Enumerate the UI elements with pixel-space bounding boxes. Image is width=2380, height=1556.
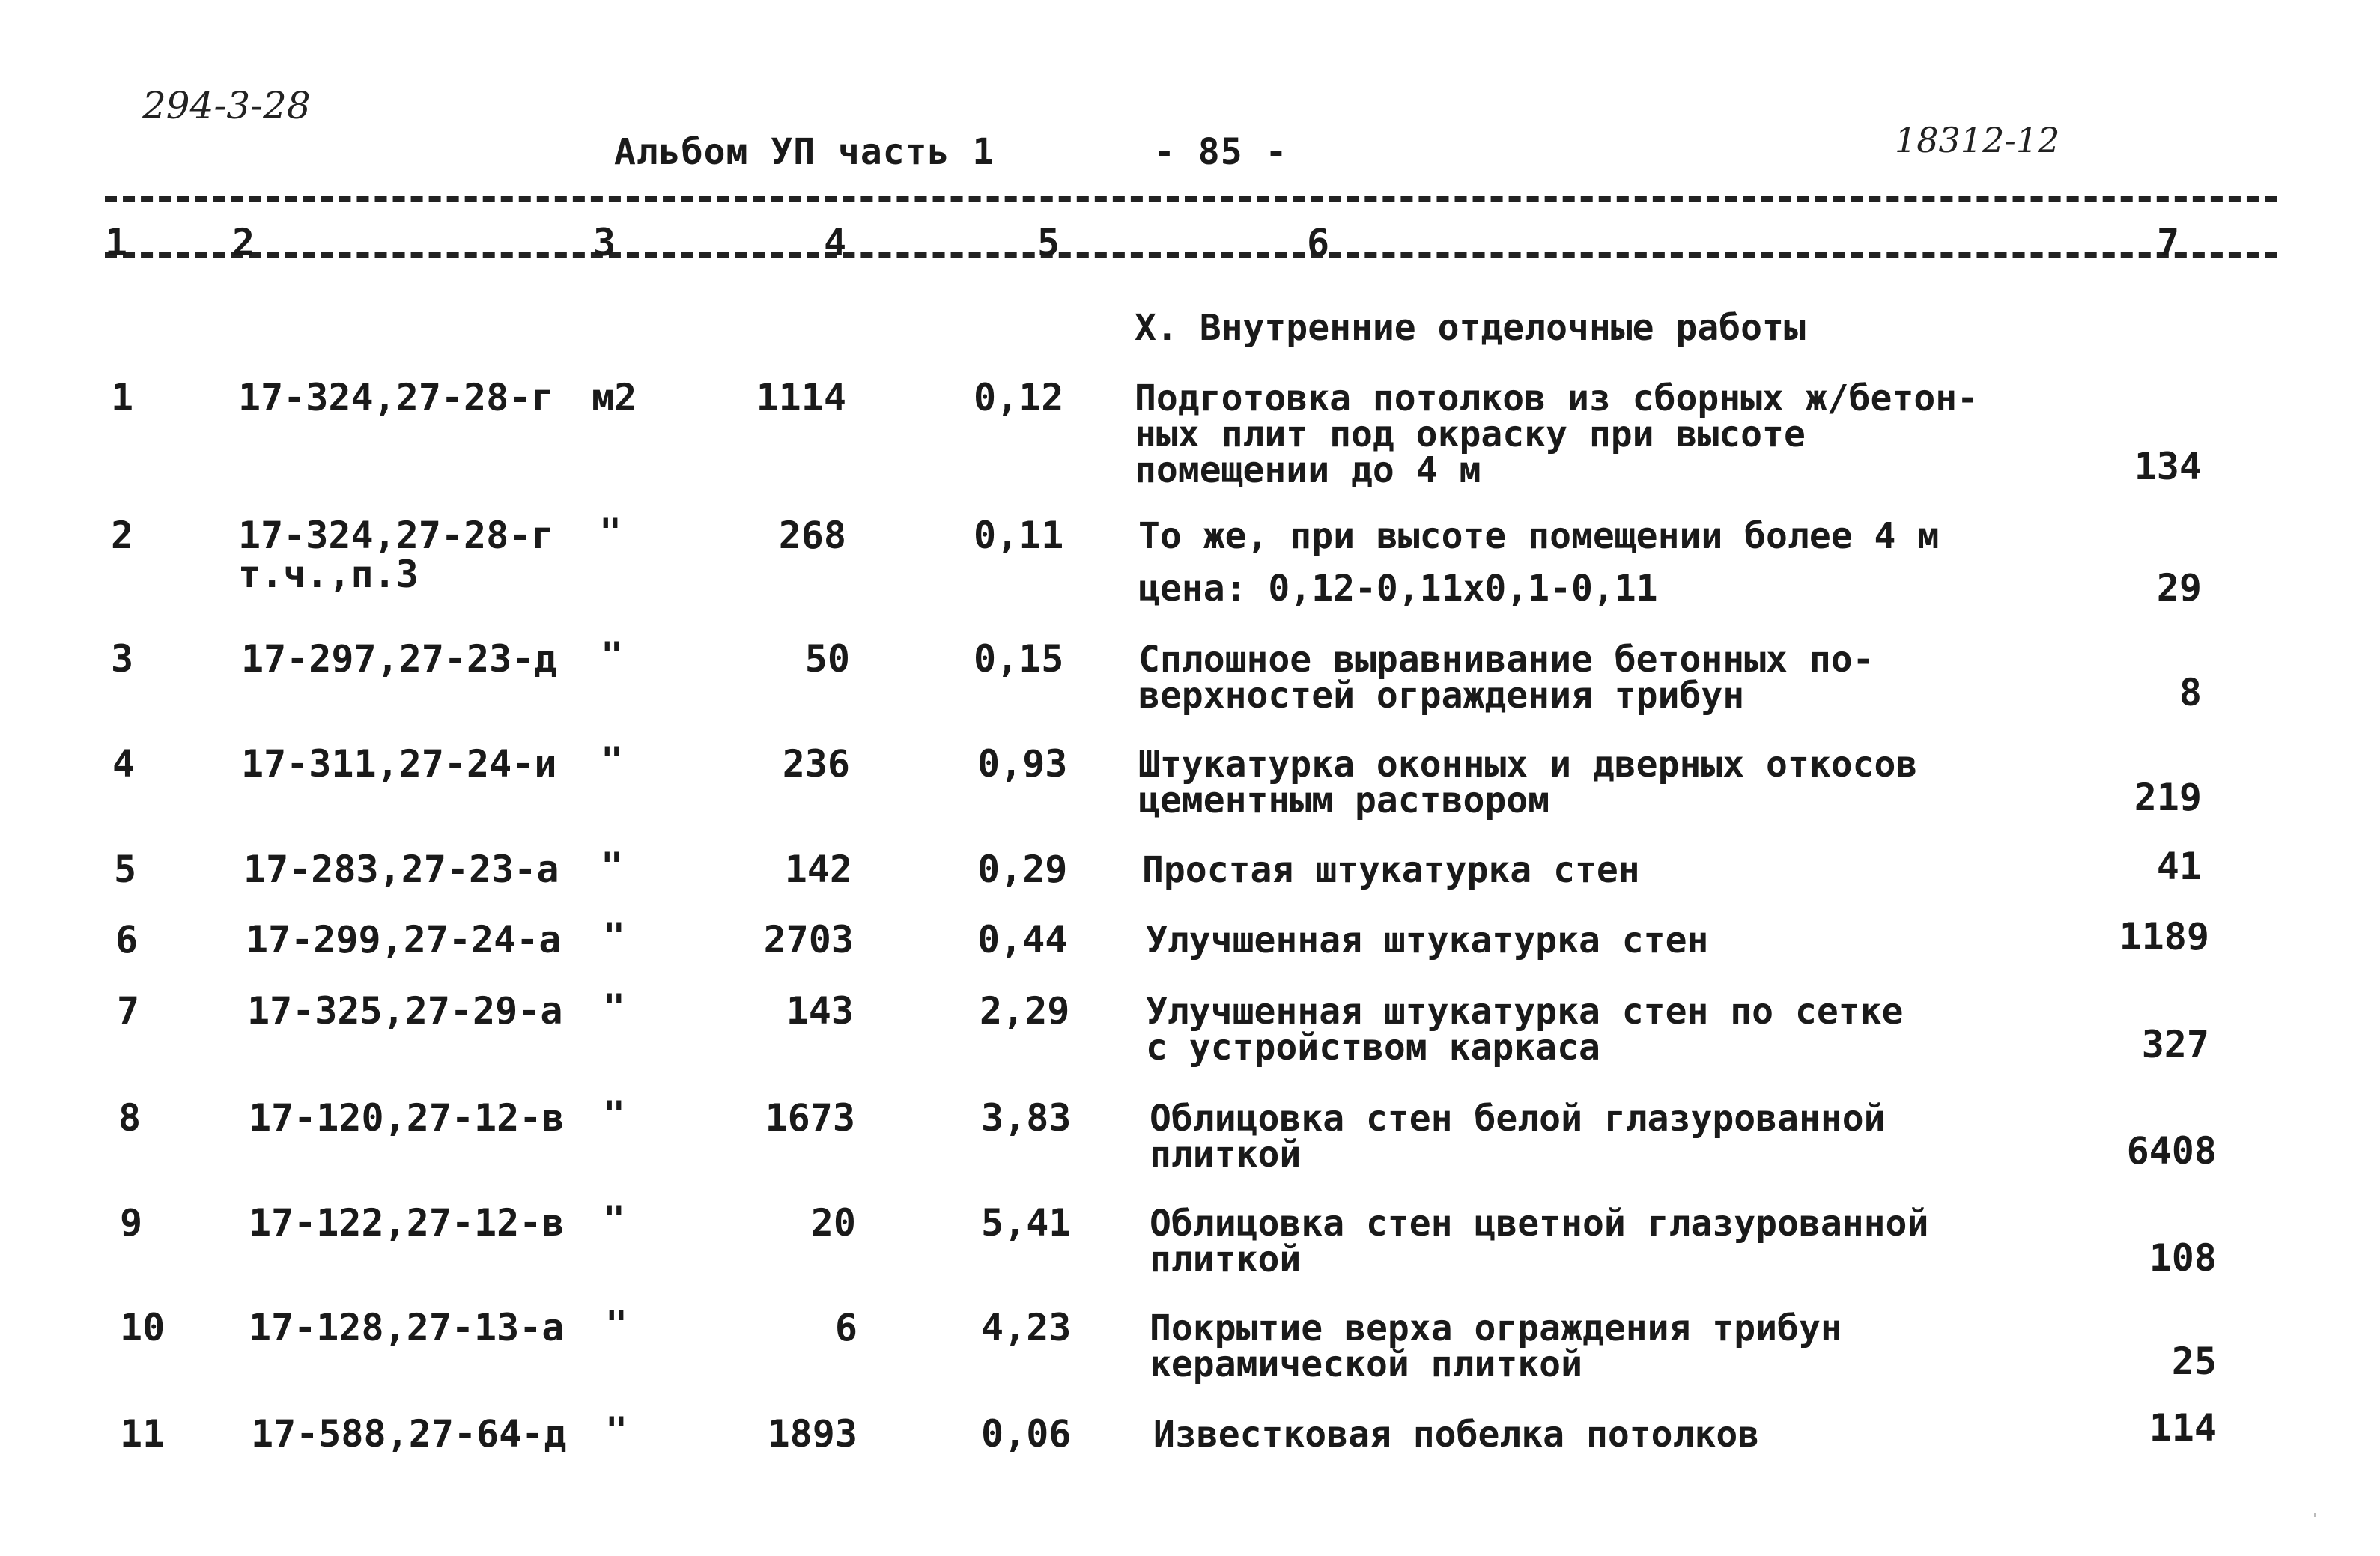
header-dashed-rule-bottom (105, 252, 2277, 258)
row-1-quantity: 1114 (756, 376, 846, 419)
row-8-total: 6408 (2126, 1129, 2217, 1173)
row-2-code: 17-324,27-28-г (238, 514, 554, 557)
row-1-description-line-2: ных плит под окраску при высоте (1135, 413, 1806, 455)
row-6-price: 0,44 (977, 918, 1068, 961)
row-4-description-line-2: цементным раствором (1138, 779, 1550, 821)
header-dashed-rule-top (105, 196, 2277, 202)
row-1-code: 17-324,27-28-г (238, 376, 554, 419)
row-1-unit: м2 (592, 376, 637, 419)
column-number-7: 7 (2157, 221, 2180, 264)
row-5-number: 5 (114, 848, 137, 891)
row-11-unit: " (605, 1409, 628, 1453)
row-5-description-line-1: Простая штукатурка стен (1142, 849, 1640, 891)
row-4-price: 0,93 (977, 742, 1068, 785)
row-9-price: 5,41 (981, 1201, 1072, 1245)
row-2-description-line-1: То же, при высоте помещении более 4 м (1138, 515, 1940, 557)
row-7-description-line-1: Улучшенная штукатурка стен по сетке (1146, 991, 1904, 1033)
row-9-quantity: 20 (810, 1201, 856, 1245)
row-9-description-line-2: плиткой (1150, 1239, 1302, 1280)
row-4-description-line-1: Штукатурка оконных и дверных откосов (1138, 744, 1918, 785)
row-8-unit: " (603, 1093, 626, 1137)
row-1-price: 0,12 (974, 376, 1064, 419)
row-8-code: 17-120,27-12-в (249, 1096, 565, 1140)
row-11-description-line-1: Известковая побелка потолков (1153, 1414, 1760, 1456)
row-10-quantity: 6 (834, 1306, 857, 1349)
row-10-code: 17-128,27-13-а (249, 1306, 565, 1349)
row-11-total: 114 (2149, 1406, 2217, 1450)
column-number-2: 2 (232, 221, 255, 264)
row-3-description-line-2: верхностей ограждения трибун (1138, 675, 1745, 717)
row-10-unit: " (605, 1303, 628, 1346)
row-3-description-line-1: Сплошное выравнивание бетонных по- (1138, 639, 1874, 681)
inventory-number-handwritten: 18312-12 (1895, 120, 2060, 160)
row-11-code: 17-588,27-64-д (251, 1412, 567, 1456)
row-3-number: 3 (111, 637, 134, 681)
row-2-total: 29 (2156, 566, 2202, 610)
row-8-number: 8 (118, 1096, 142, 1140)
column-number-5: 5 (1037, 221, 1060, 264)
row-10-price: 4,23 (981, 1306, 1072, 1349)
row-2-quantity: 268 (778, 514, 846, 557)
row-2-code-note: т.ч.,п.3 (238, 553, 419, 596)
row-5-quantity: 142 (784, 848, 852, 891)
row-4-total: 219 (2134, 776, 2202, 819)
row-9-total: 108 (2149, 1236, 2217, 1280)
row-7-description-line-2: с устройством каркаса (1146, 1027, 1600, 1069)
row-1-description-line-1: Подготовка потолков из сборных ж/бетон- (1135, 377, 1979, 419)
row-10-description-line-2: керамической плиткой (1150, 1343, 1582, 1385)
row-8-description-line-1: Облицовка стен белой глазурованной (1150, 1098, 1886, 1140)
row-3-total: 8 (2179, 671, 2202, 714)
row-1-number: 1 (111, 376, 134, 419)
row-11-price: 0,06 (981, 1412, 1072, 1456)
row-2-price: 0,11 (974, 514, 1064, 557)
section-title: X. Внутренние отделочные работы (1135, 307, 1806, 349)
column-number-3: 3 (593, 221, 616, 264)
row-8-description-line-2: плиткой (1150, 1134, 1302, 1176)
row-4-unit: " (601, 739, 624, 782)
row-5-price: 0,29 (977, 848, 1068, 891)
document-code-handwritten: 294-3-28 (142, 84, 311, 127)
row-9-description-line-1: Облицовка стен цветной глазурованной (1150, 1203, 1929, 1245)
row-5-unit: " (601, 845, 624, 888)
row-2-number: 2 (111, 514, 134, 557)
row-8-price: 3,83 (981, 1096, 1072, 1140)
row-10-number: 10 (120, 1306, 166, 1349)
row-9-code: 17-122,27-12-в (249, 1201, 565, 1245)
column-number-6: 6 (1307, 221, 1330, 264)
row-1-total: 134 (2134, 445, 2202, 488)
column-number-4: 4 (824, 221, 847, 264)
row-11-quantity: 1893 (767, 1412, 857, 1456)
row-2-description-line-2: цена: 0,12-0,11х0,1-0,11 (1138, 568, 1658, 610)
row-2-unit: " (599, 511, 622, 554)
row-9-unit: " (603, 1198, 626, 1242)
row-7-price: 2,29 (980, 989, 1070, 1033)
row-7-total: 327 (2141, 1023, 2209, 1066)
row-6-number: 6 (115, 918, 139, 961)
row-6-quantity: 2703 (763, 918, 854, 961)
row-8-quantity: 1673 (765, 1096, 855, 1140)
row-5-code: 17-283,27-23-а (243, 848, 559, 891)
row-6-description-line-1: Улучшенная штукатурка стен (1146, 920, 1709, 961)
row-3-code: 17-297,27-23-д (241, 637, 557, 681)
row-3-unit: " (601, 634, 624, 678)
row-4-quantity: 236 (782, 742, 850, 785)
row-5-total: 41 (2156, 845, 2202, 888)
album-title: Альбом УП часть 1 (614, 131, 995, 173)
row-7-quantity: 143 (786, 989, 854, 1033)
row-4-number: 4 (112, 742, 136, 785)
row-3-price: 0,15 (974, 637, 1064, 681)
column-number-1: 1 (105, 221, 128, 264)
row-10-description-line-1: Покрытие верха ограждения трибун (1150, 1307, 1842, 1349)
row-3-quantity: 50 (804, 637, 850, 681)
row-1-description-line-3: помещении до 4 м (1135, 449, 1481, 491)
row-6-code: 17-299,27-24-а (246, 918, 562, 961)
row-6-unit: " (603, 915, 626, 958)
row-10-total: 25 (2171, 1340, 2217, 1383)
row-7-number: 7 (117, 989, 140, 1033)
row-9-number: 9 (120, 1201, 143, 1245)
row-7-code: 17-325,27-29-а (247, 989, 563, 1033)
scan-speck (2314, 1513, 2316, 1517)
page-number: - 85 - (1153, 131, 1288, 173)
row-11-number: 11 (120, 1412, 166, 1456)
row-6-total: 1189 (2119, 915, 2209, 958)
row-7-unit: " (603, 986, 626, 1030)
row-4-code: 17-311,27-24-и (241, 742, 557, 785)
